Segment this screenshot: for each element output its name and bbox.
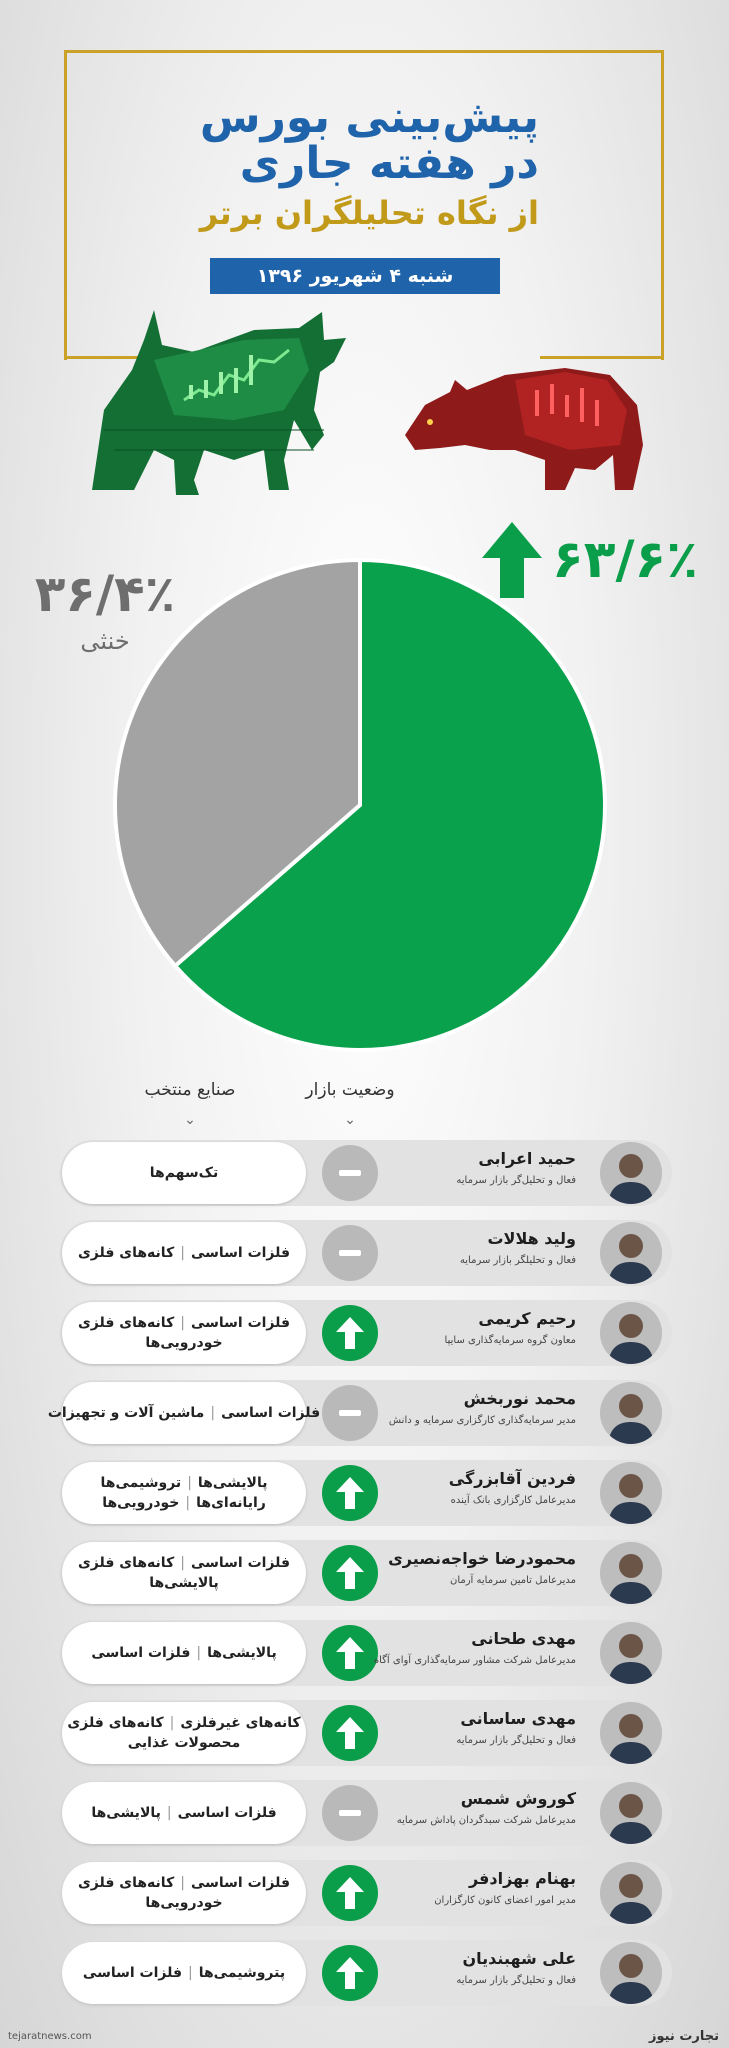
expert-name: ولید هلالات [487, 1229, 576, 1248]
expert-role: فعال و تحلیل‌گر بازار سرمایه [456, 1735, 576, 1746]
industries-pill [62, 1542, 306, 1604]
industries-line [78, 1553, 290, 1573]
industries-pill [62, 1222, 306, 1284]
expert-row [60, 1220, 672, 1286]
industries-pill [62, 1622, 306, 1684]
industries-line [91, 1643, 276, 1663]
expert-row [60, 1620, 672, 1686]
expert-role: فعال و تحلیلگر بازار سرمایه [459, 1255, 576, 1266]
expert-info [326, 1869, 576, 1906]
industries-pill [62, 1462, 306, 1524]
industry-item: خودرویی‌ها [102, 1495, 180, 1511]
neutral-percentage-value: ۳۶/۴٪ [34, 565, 176, 623]
pie-chart [110, 555, 610, 1055]
person-icon [600, 1702, 662, 1764]
expert-role: مدیر امور اعضای کانون کارگزاران [434, 1895, 576, 1906]
separator: | [166, 1804, 172, 1821]
separator: | [169, 1714, 175, 1731]
expert-name: بهنام بهزادفر [468, 1869, 576, 1888]
expert-row [60, 1940, 672, 2006]
expert-row [47, 1380, 672, 1446]
expert-row [60, 1300, 672, 1366]
industries-pill [62, 1702, 306, 1764]
industry-item: پالایشی‌ها [91, 1804, 161, 1821]
person-icon [600, 1862, 662, 1924]
column-header-industries [120, 1080, 260, 1128]
separator: | [180, 1314, 185, 1331]
industries-pill [62, 1142, 306, 1204]
column-header-market-status [280, 1080, 420, 1128]
expert-info [326, 1549, 576, 1586]
industries-pill [62, 1862, 306, 1924]
expert-info [326, 1149, 576, 1186]
avatar [600, 1222, 662, 1284]
industry-item: کانه‌های فلزی [77, 1874, 175, 1891]
industries-line [78, 1873, 290, 1893]
expert-row [60, 1860, 672, 1926]
industry-item: پالایشی‌ها [197, 1474, 268, 1491]
expert-row [60, 1460, 672, 1526]
person-icon [600, 1382, 662, 1444]
industry-item: فلزات اساسی [177, 1804, 277, 1821]
industries-line [150, 1163, 219, 1183]
industries-pill [62, 1942, 306, 2004]
industries-pill [62, 1782, 306, 1844]
industry-item: فلزات اساسی [190, 1874, 291, 1891]
industry-item: کانه‌های غیرفلزی [180, 1714, 301, 1731]
person-icon [600, 1302, 662, 1364]
expert-name: کوروش شمس [460, 1789, 576, 1808]
expert-info [326, 1469, 576, 1506]
industries-line [102, 1493, 266, 1513]
expert-info [326, 1629, 576, 1666]
industry-item: کانه‌های فلزی [67, 1714, 164, 1731]
expert-info [326, 1709, 576, 1746]
avatar [600, 1542, 662, 1604]
expert-info [326, 1949, 576, 1986]
industry-item: تک‌سهم‌ها [149, 1164, 219, 1181]
industry-item: پالایشی‌ها [149, 1575, 219, 1591]
chevron-down-icon: ⌄ [344, 1112, 356, 1128]
industry-item: ماشین آلات و تجهیزات [47, 1404, 205, 1421]
expert-name: مهدی ساسانی [460, 1709, 576, 1728]
avatar [600, 1942, 662, 2004]
industry-item: فلزات اساسی [82, 1964, 182, 1981]
industry-item: فلزات اساسی [221, 1404, 321, 1421]
bull-illustration [84, 300, 374, 500]
industries-line [145, 1333, 222, 1353]
footer-site: tejaratnews.com [8, 2031, 92, 2042]
industries-line [128, 1733, 241, 1753]
expert-role: مدیرعامل شرکت مشاور سرمایه‌گذاری آوای آگاه [373, 1655, 576, 1666]
avatar [600, 1702, 662, 1764]
expert-role: فعال و تحلیل‌گر بازار سرمایه [456, 1975, 576, 1986]
industry-item: فلزات اساسی [190, 1554, 291, 1571]
industry-item: تروشیمی‌ها [100, 1474, 182, 1491]
expert-role: فعال و تحلیل‌گر بازار سرمایه [456, 1175, 576, 1186]
expert-name: مهدی طحانی [471, 1629, 576, 1648]
industry-item: کانه‌های فلزی [77, 1554, 175, 1571]
neutral-caption: خنثی [80, 627, 130, 655]
industries-line [78, 1243, 290, 1263]
industry-item: پالایشی‌ها [207, 1644, 277, 1661]
expert-name: رحیم کریمی [478, 1309, 576, 1328]
avatar [600, 1302, 662, 1364]
market-status-label: وضعیت بازار [305, 1080, 395, 1100]
avatar [600, 1622, 662, 1684]
expert-row [60, 1780, 672, 1846]
expert-row [60, 1140, 672, 1206]
industries-line [149, 1573, 219, 1593]
expert-info [326, 1309, 576, 1346]
person-icon [600, 1542, 662, 1604]
industry-item: خودرویی‌ها [145, 1335, 223, 1351]
avatar [600, 1462, 662, 1524]
expert-row [60, 1540, 672, 1606]
industries-line [48, 1403, 320, 1423]
person-icon [600, 1622, 662, 1684]
person-icon [600, 1782, 662, 1844]
expert-name: فردین آقابزرگی [448, 1469, 576, 1488]
avatar [600, 1782, 662, 1844]
industries-pill [62, 1302, 306, 1364]
bullish-percentage-value: ۶۳/۶٪ [552, 530, 698, 590]
industries-line [78, 1313, 290, 1333]
title-line-1: پیش‌بینی بورس [199, 92, 539, 143]
industries-line [91, 1803, 276, 1823]
industry-item: محصولات غذایی [127, 1735, 241, 1751]
industry-item: کانه‌های فلزی [77, 1314, 175, 1331]
separator: | [210, 1404, 216, 1421]
expert-name: محمودرضا خواجه‌نصیری [388, 1549, 576, 1568]
industries-line [101, 1473, 268, 1493]
person-icon [600, 1142, 662, 1204]
separator: | [196, 1644, 202, 1661]
industries-line [145, 1893, 222, 1913]
person-icon [600, 1462, 662, 1524]
separator: | [185, 1495, 191, 1511]
expert-role: مدیرعامل کارگزاری بانک آینده [450, 1495, 576, 1506]
industry-item: فلزات اساسی [190, 1314, 291, 1331]
industry-item: خودرویی‌ها [145, 1895, 223, 1911]
separator: | [180, 1874, 185, 1891]
expert-info [326, 1789, 576, 1826]
chevron-down-icon: ⌄ [184, 1112, 196, 1128]
industry-item: فلزات اساسی [91, 1644, 191, 1661]
industries-line [83, 1963, 285, 1983]
footer-logo: تجارت نیوز [648, 2029, 719, 2044]
expert-role: معاون گروه سرمایه‌گذاری سایپا [444, 1335, 576, 1346]
person-icon [600, 1222, 662, 1284]
avatar [600, 1382, 662, 1444]
industries-label: صنایع منتخب [144, 1080, 236, 1100]
industries-pill [47, 1382, 321, 1444]
title-line-2: در هفته جاری [239, 138, 539, 190]
separator: | [188, 1964, 193, 1981]
expert-info [326, 1229, 576, 1266]
expert-role: مدیر سرمایه‌گذاری کارگزاری سرمایه و دانش [388, 1415, 576, 1426]
industry-item: رایانه‌ای‌ها [196, 1495, 266, 1511]
expert-info [326, 1389, 576, 1426]
separator: | [180, 1554, 185, 1571]
expert-name: حمید اعرابی [478, 1149, 576, 1168]
avatar [600, 1142, 662, 1204]
date-banner: شنبه ۴ شهریور ۱۳۹۶ [210, 258, 500, 294]
expert-name: محمد نوربخش [463, 1389, 576, 1408]
expert-name: علی شهبندیان [462, 1949, 576, 1968]
title-subtitle: از نگاه تحلیلگران برتر [199, 194, 539, 233]
avatar [600, 1862, 662, 1924]
separator: | [180, 1244, 185, 1261]
industry-item: فلزات اساسی [190, 1244, 291, 1261]
person-icon [600, 1942, 662, 2004]
expert-row [60, 1700, 672, 1766]
bear-illustration [395, 350, 650, 500]
industry-item: کانه‌های فلزی [77, 1244, 175, 1261]
expert-role: مدیرعامل شرکت سبدگردان پاداش سرمایه [396, 1815, 576, 1826]
separator: | [187, 1474, 192, 1491]
expert-role: مدیرعامل تامین سرمایه آرمان [449, 1575, 576, 1586]
industries-line [67, 1713, 300, 1733]
industry-item: پتروشیمی‌ها [198, 1964, 286, 1981]
page-title [199, 92, 539, 233]
